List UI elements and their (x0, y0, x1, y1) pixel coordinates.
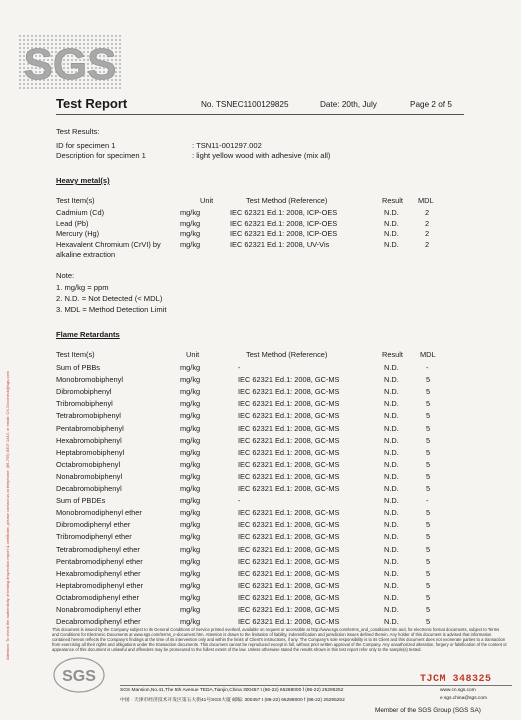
cell-mdl: 5 (426, 375, 431, 385)
cell-method: IEC 62321 Ed.1: 2008, GC-MS (238, 544, 340, 554)
cell-method: - (238, 363, 241, 372)
cell-result: N.D. (384, 375, 399, 385)
cell-item: Dibromodiphenyl ether (56, 520, 131, 530)
table-row (0, 209, 521, 219)
note-heading: Note: (56, 271, 75, 280)
table-row (0, 582, 521, 592)
cell-unit: mg/kg (180, 520, 201, 530)
table-row (0, 425, 521, 435)
col-header-item: Test Item(s) (56, 196, 95, 205)
note-line: 2. N.D. = Not Detected (< MDL) (56, 294, 163, 303)
cell-method: IEC 62321 Ed.1: 2008, GC-MS (238, 592, 340, 602)
cell-item: alkaline extraction (56, 250, 116, 259)
address-english: SGS Mansion,No.41,The 5th Avenue TEDA,Tianjin,China 300457 t (86-22) 65288000 f (86-22) 25295252 (120, 688, 344, 693)
cell-item: Heptabromobiphenyl (56, 447, 125, 457)
member-statement: Member of the SGS Group (SGS SA) (375, 707, 481, 714)
cell-unit: mg/kg (180, 508, 201, 518)
cell-method: IEC 62321 Ed.1: 2008, GC-MS (238, 459, 340, 469)
cell-unit: mg/kg (180, 544, 201, 554)
flame-retardants-title: Flame Retardants (56, 330, 120, 339)
sgs-logo (18, 34, 123, 89)
cell-item: Tetrabromodiphenyl ether (56, 544, 140, 554)
cell-unit: mg/kg (180, 411, 201, 421)
cell-result: N.D. (384, 218, 399, 228)
cell-item: Sum of PBDEs (56, 496, 106, 506)
test-results-heading: Test Results: (56, 127, 100, 136)
report-title: Test Report (56, 96, 128, 111)
cell-item: Pentabromodiphenyl ether (56, 556, 143, 566)
cell-unit: mg/kg (180, 568, 201, 578)
cell-method: IEC 62321 Ed.1: 2008, GC-MS (238, 435, 340, 445)
table-row (0, 388, 521, 398)
col-header-method: Test Method (Reference) (246, 350, 328, 359)
cell-mdl: - (426, 496, 429, 506)
cell-method: IEC 62321 Ed.1: 2008, ICP-OES (230, 218, 338, 228)
cell-mdl: 5 (426, 508, 431, 518)
cell-unit: mg/kg (180, 556, 201, 566)
cell-mdl: 5 (426, 484, 431, 493)
cell-result: N.D. (384, 556, 399, 566)
cell-item: Sum of PBBs (56, 363, 100, 372)
note-line: 3. MDL = Method Detection Limit (56, 305, 167, 314)
col-header-unit: Unit (200, 196, 214, 205)
cell-mdl: 5 (426, 568, 431, 578)
table-row (0, 533, 521, 543)
table-row (0, 570, 521, 580)
cell-method: - (238, 496, 241, 506)
cell-unit: mg/kg (180, 459, 201, 469)
cell-method: IEC 62321 Ed.1: 2008, GC-MS (238, 605, 340, 614)
stamp-text: SGS (62, 668, 96, 685)
report-number: No. TSNEC1100129825 (201, 100, 289, 109)
cell-method: IEC 62321 Ed.1: 2008, GC-MS (238, 568, 340, 578)
col-header-result: Result (382, 196, 403, 205)
cell-method: IEC 62321 Ed.1: 2008, ICP-OES (230, 229, 338, 238)
cell-mdl: 5 (426, 459, 431, 469)
cell-mdl: 5 (426, 387, 431, 397)
specimen-id-label: ID for specimen 1 (56, 141, 116, 150)
cell-item: Lead (Pb) (56, 218, 89, 228)
cell-result: N.D. (384, 447, 399, 457)
table-row (0, 437, 521, 447)
footer-sgs-stamp (52, 655, 106, 695)
cell-unit: mg/kg (180, 239, 201, 249)
cell-method: IEC 62321 Ed.1: 2008, GC-MS (238, 423, 340, 433)
cell-result: N.D. (384, 605, 399, 614)
cell-mdl: 5 (426, 435, 431, 445)
cell-method: IEC 62321 Ed.1: 2008, GC-MS (238, 580, 340, 590)
cell-result: N.D. (384, 208, 399, 217)
cell-method: IEC 62321 Ed.1: 2008, GC-MS (238, 617, 340, 627)
cell-method: IEC 62321 Ed.1: 2008, GC-MS (238, 387, 340, 397)
cell-item: Hexabromobiphenyl (56, 435, 122, 445)
address-chinese: 中国 · 天津市经济技术开发区第五大街41号SGS大厦 邮编: 300457 t (86-22) 65288000 f (86-22) 25295252 (120, 698, 345, 703)
cell-mdl: 5 (426, 580, 431, 590)
cell-method: IEC 62321 Ed.1: 2008, UV-Vis (230, 239, 330, 249)
cell-unit: mg/kg (180, 496, 201, 506)
cell-result: N.D. (384, 471, 399, 481)
serial-number: TJCM 348325 (420, 674, 492, 685)
cell-item: Decabromobiphenyl (56, 484, 122, 493)
cell-result: N.D. (384, 363, 399, 372)
footer-divider (120, 685, 512, 686)
cell-mdl: 5 (426, 592, 431, 602)
cell-unit: mg/kg (180, 580, 201, 590)
table-row (0, 558, 521, 568)
cell-unit: mg/kg (180, 229, 201, 238)
cell-unit: mg/kg (180, 617, 201, 627)
cell-mdl: 5 (426, 544, 431, 554)
cell-unit: mg/kg (180, 208, 201, 217)
cell-item: Octabromodiphenyl ether (56, 592, 139, 602)
table-row (0, 400, 521, 410)
cell-method: IEC 62321 Ed.1: 2008, GC-MS (238, 508, 340, 518)
cell-unit: mg/kg (180, 592, 201, 602)
table-row (0, 461, 521, 471)
logo-text: SGS (23, 40, 117, 89)
table-row (0, 594, 521, 604)
cell-item: Monobromodiphenyl ether (56, 508, 142, 518)
cell-item: Decabromodiphenyl ether (56, 617, 141, 627)
cell-result: N.D. (384, 399, 399, 409)
cell-mdl: 5 (426, 447, 431, 457)
table-row (0, 364, 521, 374)
cell-method: IEC 62321 Ed.1: 2008, GC-MS (238, 484, 340, 493)
cell-unit: mg/kg (180, 387, 201, 397)
cell-unit: mg/kg (180, 447, 201, 457)
cell-mdl: 2 (425, 229, 430, 238)
col-header-mdl: MDL (418, 196, 434, 205)
cell-method: IEC 62321 Ed.1: 2008, GC-MS (238, 447, 340, 457)
col-header-unit: Unit (186, 350, 200, 359)
cell-mdl: - (426, 363, 429, 372)
cell-mdl: 5 (426, 617, 431, 627)
cell-method: IEC 62321 Ed.1: 2008, GC-MS (238, 411, 340, 421)
cell-item: Octabromobiphenyl (56, 459, 121, 469)
table-row (0, 485, 521, 495)
cell-item: Tetrabromobiphenyl (56, 411, 121, 421)
specimen-desc-label: Description for specimen 1 (56, 151, 146, 160)
cell-mdl: 5 (426, 471, 431, 481)
cell-unit: mg/kg (180, 363, 201, 372)
footer-disclaimer: This document is issued by the Company subject to its General Conditions of Service printed overleaf, available on request or accessible at http://www.sgs.com/terms_and_conditions.htm and, for electronic format documents, subject to Terms and Conditions for Electronic Documents at www.sgs.com/terms_e-document.htm. Attention is drawn to the limitation of liability, indemnification and jurisdiction issues defined therein. Any holder of this document is advised that information contained hereon reflects the Company's findings at the time of its intervention only and within the limits of Client's instructions, if any. The Company's sole responsibility is to its Client and this document does not exonerate parties to a transaction from exercising all their rights and obligations under the transaction documents. This document cannot be reproduced except in full, without prior written approval of the Company. Any unauthorized alteration, forgery or falsification of the content or appearance of this document is unlawful and offenders may be prosecuted to the fullest extent of the law. Unless otherwise stated the results shown in this test report refer only to the sample(s) tested. (52, 627, 507, 652)
cell-mdl: 2 (425, 208, 430, 217)
cell-unit: mg/kg (180, 532, 201, 542)
page-number: Page 2 of 5 (410, 100, 452, 109)
table-row (0, 241, 521, 251)
cell-unit: mg/kg (180, 423, 201, 433)
cell-result: N.D. (384, 411, 399, 421)
cell-unit: mg/kg (180, 399, 201, 409)
table-row (0, 230, 521, 240)
cell-result: N.D. (384, 496, 399, 506)
cell-mdl: 5 (426, 423, 431, 433)
cell-result: N.D. (384, 568, 399, 578)
cell-item: Mercury (Hg) (56, 229, 100, 238)
cell-item: Pentabromobiphenyl (56, 423, 124, 433)
col-header-result: Result (382, 350, 403, 359)
cell-method: IEC 62321 Ed.1: 2008, GC-MS (238, 471, 340, 481)
cell-unit: mg/kg (180, 435, 201, 445)
cell-item: Hexavalent Chromium (CrVI) by (56, 239, 161, 249)
table-row (0, 509, 521, 519)
cell-item: Cadmium (Cd) (56, 208, 105, 217)
specimen-id-value: : TSN11-001297.002 (192, 141, 262, 150)
cell-result: N.D. (384, 239, 399, 249)
cell-mdl: 2 (425, 218, 430, 228)
cell-result: N.D. (384, 617, 399, 627)
cell-method: IEC 62321 Ed.1: 2008, GC-MS (238, 399, 340, 409)
col-header-item: Test Item(s) (56, 350, 95, 359)
flame-retardants-header-row (0, 351, 521, 361)
cell-method: IEC 62321 Ed.1: 2008, ICP-OES (230, 208, 338, 217)
cell-item: Monobromobiphenyl (56, 375, 123, 385)
cell-item: Hexabromodiphenyl ether (56, 568, 141, 578)
cell-item: Tribromodiphenyl ether (56, 532, 132, 542)
table-row (0, 376, 521, 386)
cell-result: N.D. (384, 484, 399, 493)
cell-mdl: 5 (426, 411, 431, 421)
cell-unit: mg/kg (180, 471, 201, 481)
cell-method: IEC 62321 Ed.1: 2008, GC-MS (238, 556, 340, 566)
cell-mdl: 2 (425, 239, 430, 249)
table-row (0, 606, 521, 616)
cell-result: N.D. (384, 592, 399, 602)
cell-mdl: 5 (426, 532, 431, 542)
heavy-metals-header-row (0, 197, 521, 207)
table-row (0, 497, 521, 507)
table-row (0, 473, 521, 483)
cell-unit: mg/kg (180, 605, 201, 614)
cell-result: N.D. (384, 423, 399, 433)
table-row (0, 412, 521, 422)
cell-mdl: 5 (426, 399, 431, 409)
cell-result: N.D. (384, 435, 399, 445)
table-row (0, 449, 521, 459)
header-divider (56, 114, 464, 115)
cell-result: N.D. (384, 459, 399, 469)
table-row (0, 546, 521, 556)
cell-result: N.D. (384, 229, 399, 238)
cell-result: N.D. (384, 520, 399, 530)
cell-unit: mg/kg (180, 218, 201, 228)
col-header-mdl: MDL (420, 350, 436, 359)
cell-item: Tribromobiphenyl (56, 399, 113, 409)
cell-result: N.D. (384, 544, 399, 554)
cell-method: IEC 62321 Ed.1: 2008, GC-MS (238, 520, 340, 530)
side-margin-note: Attention: To check the authenticity of testing /inspection report & certificate, please contact us at telephone: (86-755) 8307 1443, or email: CN.Doccheck@sgs.com (5, 371, 10, 660)
col-header-method: Test Method (Reference) (246, 196, 328, 205)
cell-mdl: 5 (426, 520, 431, 530)
report-date: Date: 20th, July (320, 100, 377, 109)
heavy-metals-title: Heavy metal(s) (56, 176, 110, 185)
cell-result: N.D. (384, 508, 399, 518)
cell-result: N.D. (384, 532, 399, 542)
cell-item: Nonabromobiphenyl (56, 471, 123, 481)
website: www.cn.sgs.com (440, 688, 476, 693)
note-line: 1. mg/kg = ppm (56, 283, 109, 292)
cell-mdl: 5 (426, 556, 431, 566)
cell-unit: mg/kg (180, 375, 201, 385)
cell-method: IEC 62321 Ed.1: 2008, GC-MS (238, 375, 340, 385)
cell-item: Dibromobiphenyl (56, 387, 112, 397)
table-row (0, 251, 521, 261)
cell-item: Nonabromodiphenyl ether (56, 605, 142, 614)
cell-mdl: 5 (426, 605, 431, 614)
cell-item: Heptabromodiphenyl ether (56, 580, 144, 590)
table-row (0, 521, 521, 531)
table-row (0, 220, 521, 230)
cell-method: IEC 62321 Ed.1: 2008, GC-MS (238, 532, 340, 542)
cell-result: N.D. (384, 387, 399, 397)
specimen-desc-value: : light yellow wood with adhesive (mix all) (192, 151, 331, 160)
cell-unit: mg/kg (180, 484, 201, 493)
cell-result: N.D. (384, 580, 399, 590)
email: e sgs.china@sgs.com (440, 696, 487, 701)
